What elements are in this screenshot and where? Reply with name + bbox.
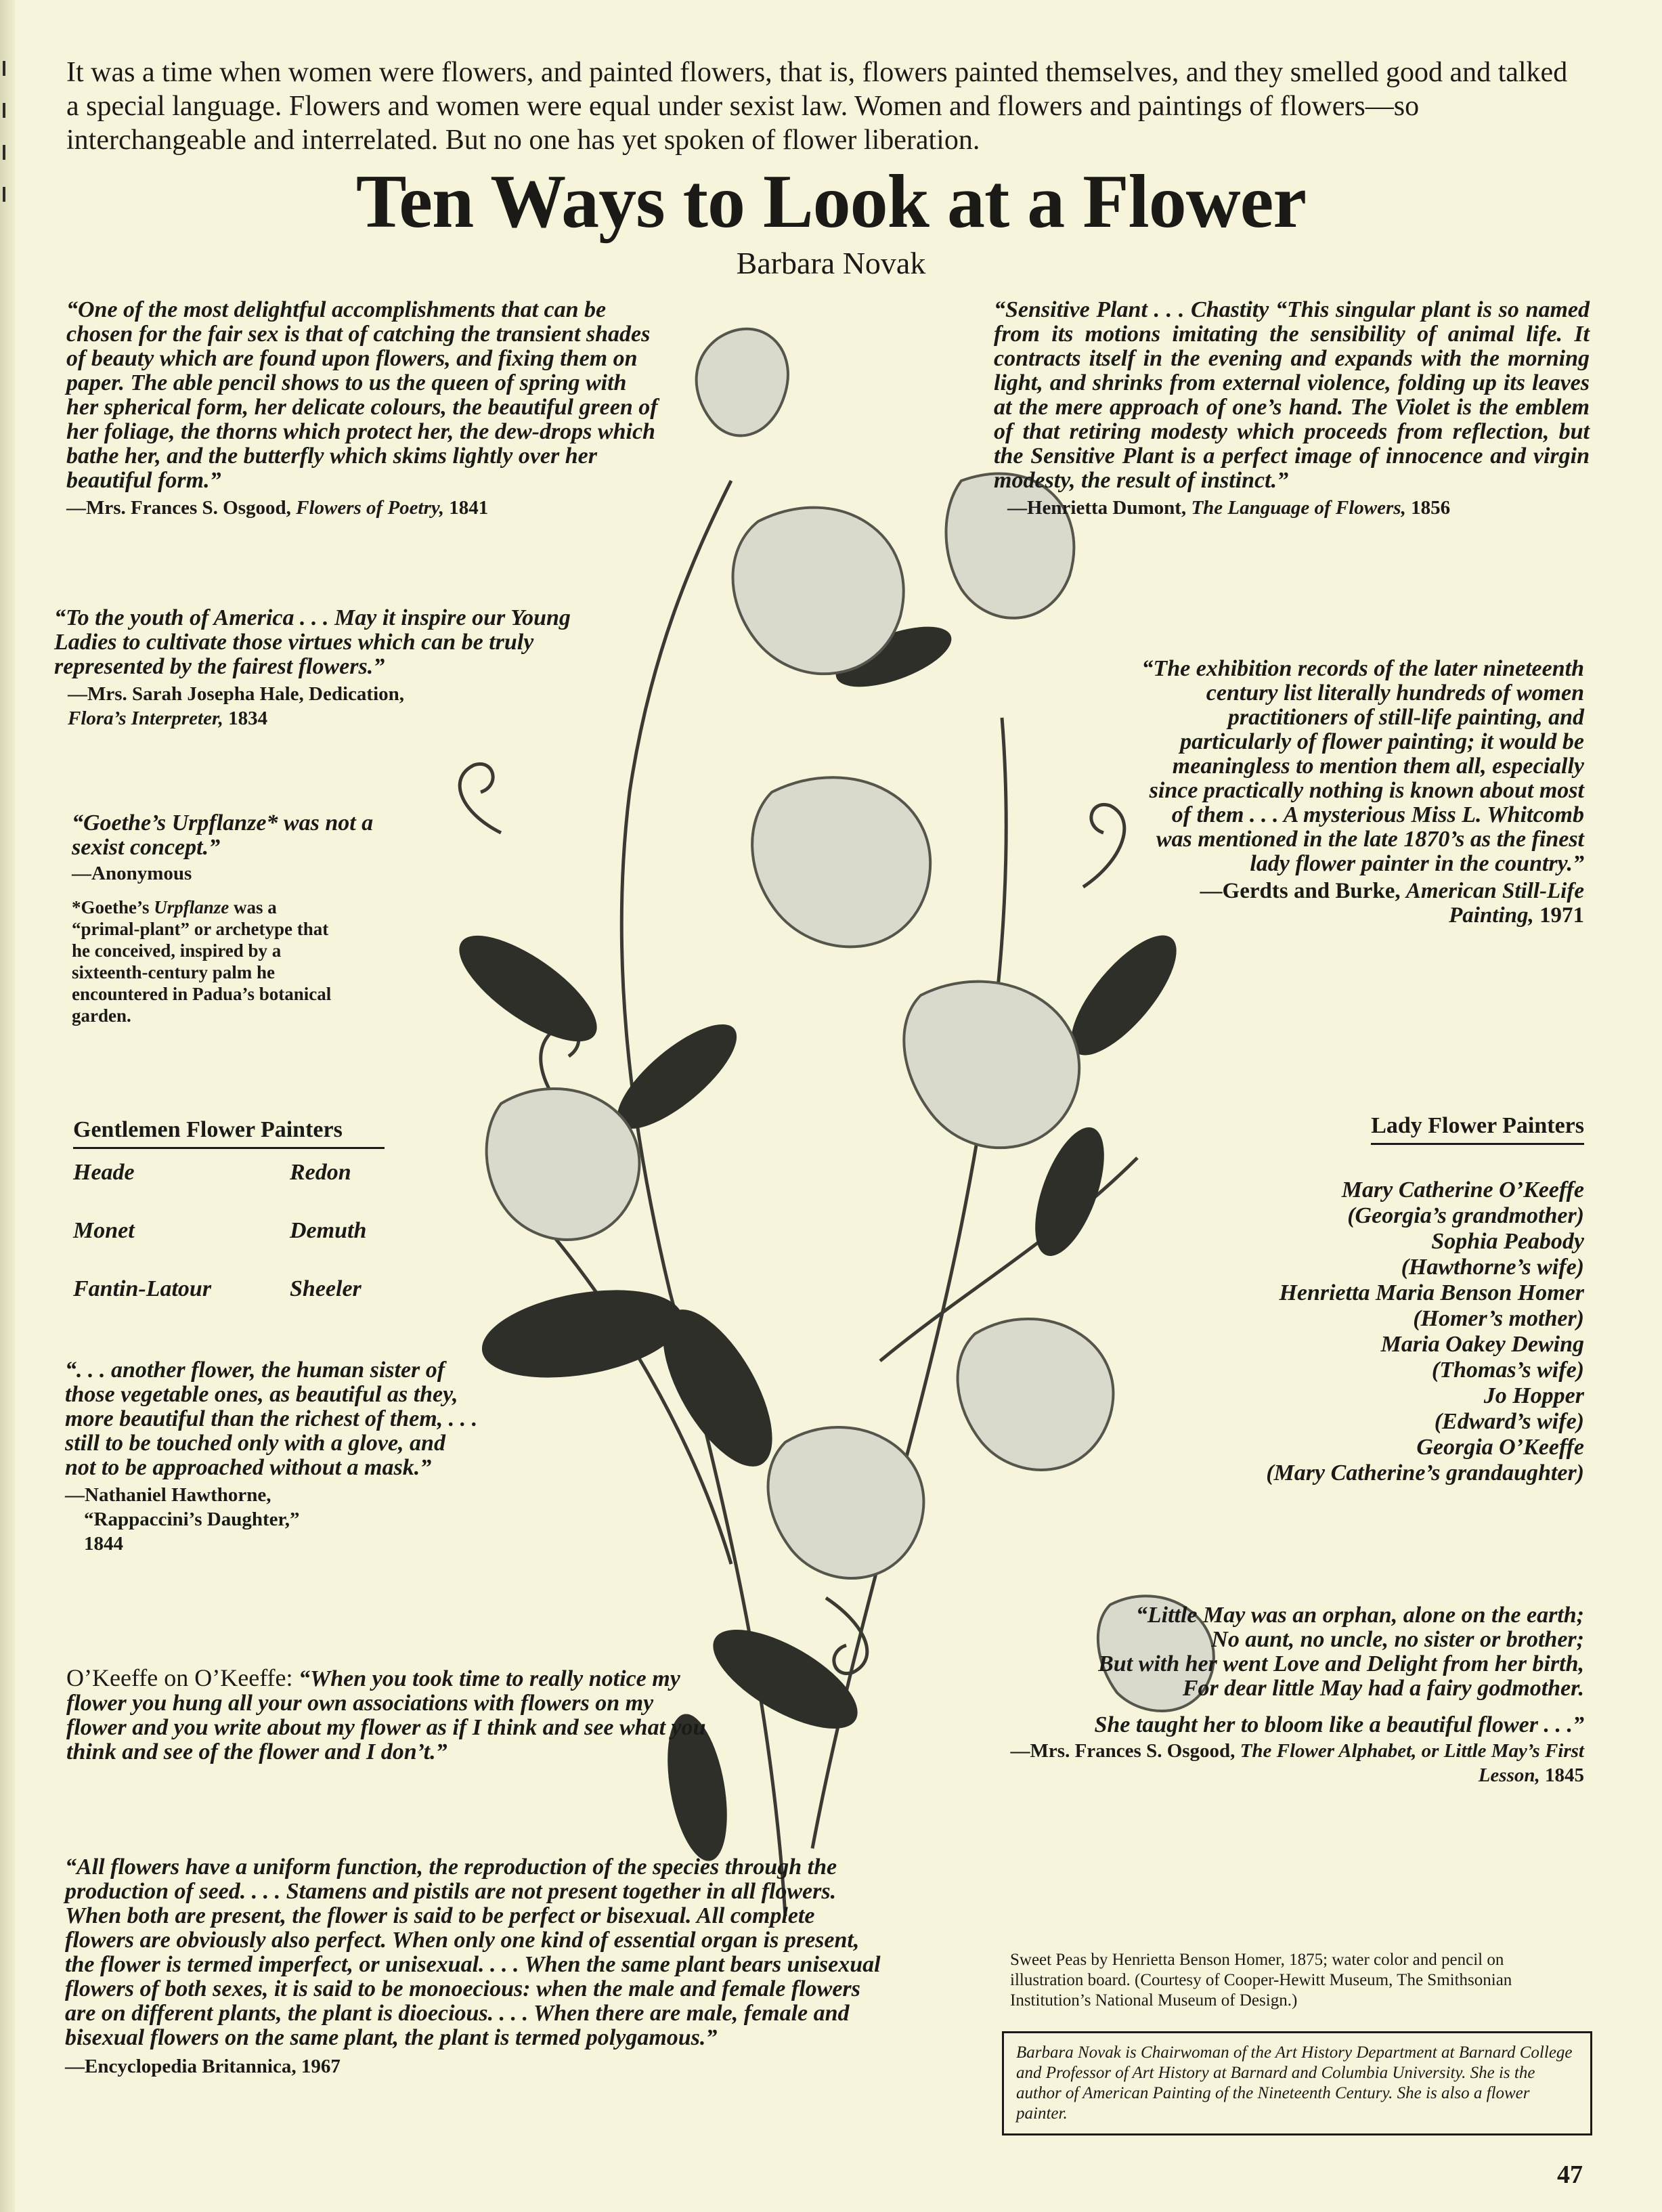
quote-text: “All flowers have a uniform function, the reproduction of the species through the production of seed. . . . Stamens and pistils are not present together in all flowers. When both are present, the flower is said to be perfect or bisexual. All complete flowers are obviously also perfect. When only one kind of essential organ is present, the flower is termed imperfect, or unisexual. . . . When the same plant bears unisexual flowers of both sexes, it is said to be monoecious: when the male and female flowers are on different plants, the plant is dioecious. . . . When there are male, female and bisexual flowers on the same plant, the plant is termed polygamous.” (65, 1855, 881, 2050)
flower-bud (697, 329, 788, 436)
quote-text: “Sensitive Plant . . . Chastity “This singular plant is so named from its motions imitating the sensibility of animal life. It contracts itself in the evening and expands with the morning light, and shrinks from external violence, folding up its leaves at the mere approach of one’s hand. The Violet is the emblem of that retiring modesty which proceeds from reflection, but the Sensitive Plant is a perfect image of innocence and virgin modesty, the result of instinct.” (994, 297, 1590, 493)
page-number: 47 (1557, 2161, 1583, 2189)
flower (904, 982, 1079, 1148)
quote-dumont (994, 298, 1590, 520)
author-byline: Barbara Novak (736, 246, 926, 280)
illustration-caption: Sweet Peas by Henrietta Benson Homer, 1875; water color and pencil on illustration board. (Courtesy of Cooper-Hewitt Museum, The Smithsonian Institution’s National Museum of Design.) (1010, 1951, 1512, 2010)
quote-text: “The exhibition records of the later nineteenth century list literally hundreds of women practitioners of still-life painting, and particularly of flower painting; it would be meaningless to mention them all, especially since practically nothing is known about most of them . . . A mysterious Miss L. Whitcomb was mentioned in the late 1870’s as the finest lady flower painter in the country.” (1141, 656, 1584, 876)
painter-relation: (Georgia’s grandmother) (1347, 1203, 1584, 1228)
painter-name: Fantin-Latour (73, 1276, 212, 1301)
painter-name: Monet (73, 1218, 135, 1243)
quote-hawthorne (65, 1358, 478, 1556)
leaf (444, 917, 612, 1060)
quote-attribution: —Mrs. Frances S. Osgood, The Flower Alphabet, or Little May’s First Lesson, 1845 (1010, 1740, 1584, 1786)
lady-flower-painters (1191, 1113, 1584, 1486)
flower (768, 1427, 924, 1578)
flower (733, 508, 904, 674)
flower (487, 1089, 640, 1240)
painter-name: Sophia Peabody (1431, 1229, 1584, 1254)
quote-text: “To the youth of America . . . May it inspire our Young Ladies to cultivate those virtues which can be truly represented by the fairest flowers.” (54, 605, 571, 679)
painter-name: Mary Catherine O’Keeffe (1341, 1177, 1584, 1202)
leaf (475, 1276, 689, 1391)
quote-attribution: —Nathaniel Hawthorne, “Rappaccini’s Daughter,” 1844 (65, 1484, 300, 1555)
poem-line: For dear little May had a fairy godmother. (1182, 1676, 1584, 1701)
urpflanze-footnote: *Goethe’s Urpflanze was a “primal-plant” or archetype that he conceived, inspired by a sixteenth-century palm he encountered in Padua’s botanical garden. (72, 897, 332, 1026)
poem-line: But with her went Love and Delight from her birth, (1098, 1651, 1584, 1676)
quote-text: “One of the most delightful accomplishments that can be chosen for the fair sex is that of catching the transient shades of beauty which are found upon flowers, and fixing them on paper. The able pencil shows to us the queen of spring with her spherical form, her delicate colours, the beautiful green of her foliage, the thorns which protect her, the dew-drops which bathe her, and the butterfly which skims lightly over her beautiful form.” (66, 297, 658, 493)
painter-list (73, 1160, 398, 1302)
quote-attribution: —Mrs. Frances S. Osgood, Flowers of Poetry, 1841 (66, 497, 489, 519)
painter-list (1191, 1177, 1584, 1486)
painter-relation: (Homer’s mother) (1413, 1306, 1584, 1331)
quote-attribution: —Anonymous (72, 863, 192, 884)
tendril (1083, 804, 1124, 887)
painter-name: Demuth (290, 1218, 367, 1243)
painter-relation: (Hawthorne’s wife) (1401, 1255, 1584, 1280)
painter-relation: (Mary Catherine’s grandaughter) (1266, 1460, 1584, 1485)
painter-name: Sheeler (290, 1276, 362, 1301)
painter-name: Redon (290, 1160, 351, 1185)
leaf (699, 1610, 872, 1748)
quote-text: “Goethe’s Urpflanze* was not a sexist concept.” (72, 810, 374, 860)
poem-line: “Little May was an orphan, alone on the earth; (1135, 1603, 1584, 1628)
gentlemen-flower-painters (73, 1117, 398, 1302)
painter-relation: (Thomas’s wife) (1431, 1358, 1584, 1383)
painter-name: Henrietta Maria Benson Homer (1279, 1280, 1584, 1305)
quote-attribution: —Gerdts and Burke, American Still-Life Painting, 1971 (1200, 879, 1584, 928)
painter-relation: (Edward’s wife) (1434, 1409, 1584, 1434)
painter-name: Maria Oakey Dewing (1380, 1332, 1584, 1357)
quote-okeeffe (66, 1666, 716, 1764)
painter-name: Jo Hopper (1483, 1383, 1584, 1408)
quote-attribution: —Encyclopedia Britannica, 1967 (65, 2056, 341, 2077)
quote-goethe (72, 811, 424, 1026)
painter-name: Heade (73, 1160, 135, 1185)
article-title: Ten Ways to Look at a Flower (355, 160, 1307, 244)
quote-text: “When you took time to really notice my flower you hung all your own associations with flowers on my flower and you write about my flower as if I think and see what you think and see of the flower and I don’t.” (66, 1666, 706, 1764)
quote-osgood-flowers-of-poetry (66, 298, 662, 520)
tendril (460, 764, 501, 833)
list-title: Gentlemen Flower Painters (73, 1117, 385, 1149)
poem-line: No aunt, no uncle, no sister or brother; (1211, 1627, 1584, 1652)
poem-line: She taught her to bloom like a beautiful flower . . .” (1094, 1712, 1584, 1737)
painter-name: Georgia O’Keeffe (1416, 1435, 1584, 1460)
list-title: Lady Flower Painters (1371, 1113, 1584, 1145)
quote-lead: O’Keeffe on O’Keeffe: (66, 1664, 293, 1691)
flower (752, 777, 930, 947)
quote-hale (54, 606, 589, 731)
quote-britannica (65, 1855, 884, 2079)
flower (958, 1319, 1114, 1470)
quote-text: “. . . another flower, the human sister of those vegetable ones, as beautiful as they, more beautiful than the richest of them, . . . still to be touched only with a glove, and not to be approached without a mask.” (65, 1358, 478, 1480)
quote-osgood-flower-alphabet (961, 1603, 1584, 1787)
quote-gerdts-burke (1137, 657, 1584, 928)
quote-attribution: —Mrs. Sarah Josepha Hale, Dedication, Flora’s Interpreter, 1834 (68, 683, 405, 729)
author-bio-box: Barbara Novak is Chairwoman of the Art History Department at Barnard College and Professor of Art History at Barnard and Columbia University. She is the author of American Painting of the Nineteenth Century. She is also a flower painter. (1002, 2031, 1592, 2135)
intro-paragraph: It was a time when women were flowers, and painted flowers, that is, flowers painted themselves, and they smelled good and talked a special language. Flowers and women were equal under sexist law. Women and flowers and paintings of flowers—so interchangeable and interrelated. But no one has yet spoken of flower liberation. (66, 57, 1568, 156)
quote-attribution: —Henrietta Dumont, The Language of Flowers, 1856 (1007, 497, 1451, 519)
binding-edge (0, 0, 15, 2212)
